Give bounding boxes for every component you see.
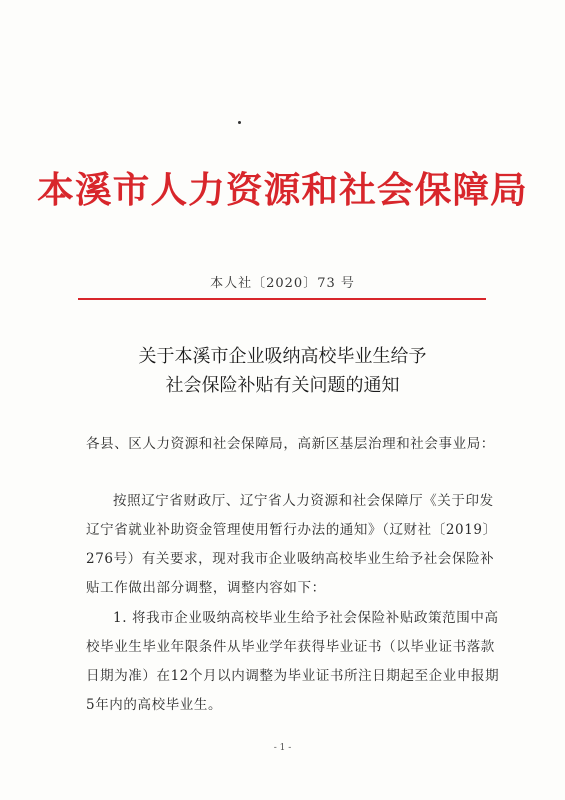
agency-header-title: 本溪市人力资源和社会保障局: [37, 169, 528, 211]
red-divider-line: [78, 298, 486, 300]
document-title-line-2: 社会保险补贴有关问题的通知: [165, 375, 400, 396]
addressee-paragraph: 各县、区人力资源和社会保障局，高新区基层治理和社会事业局：: [86, 436, 495, 452]
page-number: - 1 -: [273, 743, 292, 753]
document-title: [0, 342, 565, 400]
document-number: 本人社〔2020〕73 号: [210, 276, 355, 291]
decorative-dot: [238, 121, 241, 124]
body-paragraph-2: 1. 将我市企业吸纳高校毕业生给予社会保险补贴政策范围中高校毕业生毕业年限条件从毕业学年获得毕业证书（以毕业证书落款日期为准）在12个月以内调整为毕业证书所注日期起至企业申报期5年内的高校毕业生。: [86, 610, 500, 713]
document-title-line-1: 关于本溪市企业吸纳高校毕业生给予: [138, 346, 427, 367]
body-paragraph-1: 按照辽宁省财政厅、辽宁省人力资源和社会保障厅《关于印发辽宁省就业补助资金管理使用暂行办法的通知》（辽财社〔2019〕276号）有关要求，现对我市企业吸纳高校毕业生给予社会保险补贴工作做出部分调整，调整内容如下：: [86, 493, 497, 596]
